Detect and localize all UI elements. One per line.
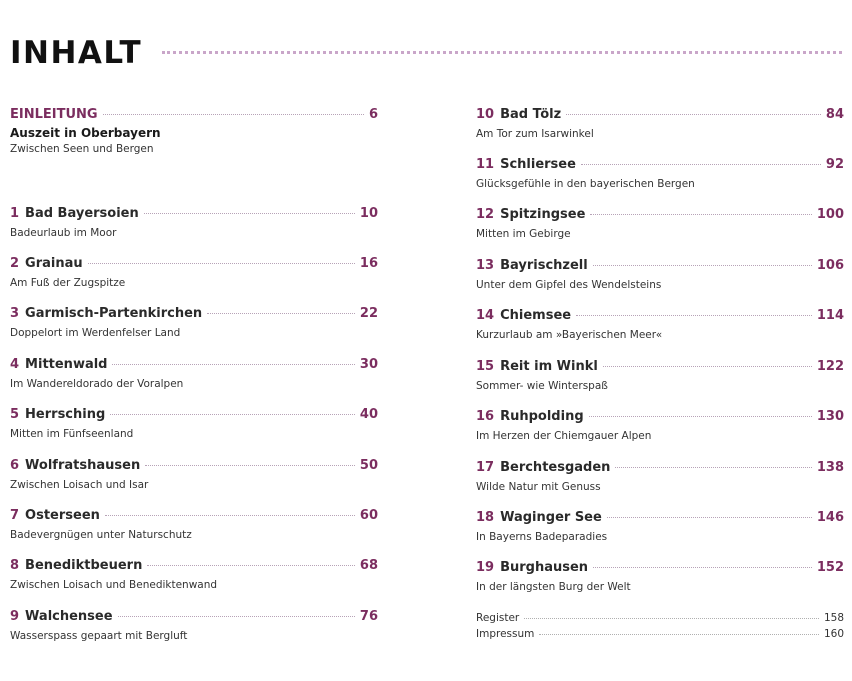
toc-entry[interactable] — [476, 106, 844, 141]
entry-name: Waginger See — [500, 510, 602, 525]
toc-entry[interactable] — [10, 608, 378, 643]
toc-entry[interactable] — [10, 356, 378, 391]
leader-dots — [105, 515, 355, 516]
entry-subtitle: Sommer- wie Winterspaß — [476, 380, 608, 392]
entry-name: Chiemsee — [500, 308, 572, 323]
appendix-label: Impressum — [476, 628, 535, 640]
toc-entry[interactable] — [476, 358, 844, 393]
page-number: 122 — [816, 359, 844, 374]
entry-number: 15 — [476, 359, 495, 374]
page-number: 152 — [816, 560, 844, 575]
entry-subtitle: Wasserspass gepaart mit Bergluft — [10, 630, 188, 642]
entry-number: 4 — [10, 357, 20, 372]
leader-dots — [615, 467, 811, 468]
entry-name: Mittenwald — [25, 357, 108, 372]
entry-name: Bad Tölz — [500, 107, 562, 122]
entry-subtitle: Wilde Natur mit Genuss — [476, 481, 601, 493]
intro-heading: Auszeit in Oberbayern — [10, 126, 161, 140]
entry-subtitle: Badeurlaub im Moor — [10, 227, 117, 239]
page-number: 6 — [368, 107, 378, 122]
entry-number: 3 — [10, 306, 20, 321]
page-number: 114 — [816, 308, 844, 323]
toc-entry[interactable] — [476, 206, 844, 241]
page-number: 22 — [359, 306, 378, 321]
toc-entry[interactable] — [476, 509, 844, 544]
page-number: 130 — [816, 409, 844, 424]
leader-dots — [590, 214, 811, 215]
page-number: 10 — [359, 206, 378, 221]
page-number: 76 — [359, 609, 378, 624]
leader-dots — [88, 263, 355, 264]
entry-subtitle: Am Fuß der Zugspitze — [10, 277, 126, 289]
entry-subtitle: Im Herzen der Chiemgauer Alpen — [476, 430, 652, 442]
entry-number: 16 — [476, 409, 495, 424]
page-number: 100 — [816, 207, 844, 222]
toc-intro-entry[interactable] — [10, 106, 378, 156]
entry-name: Garmisch-Partenkirchen — [25, 306, 203, 321]
page-number: 40 — [359, 407, 378, 422]
entry-number: 12 — [476, 207, 495, 222]
entry-number: 7 — [10, 508, 20, 523]
entry-number: 9 — [10, 609, 20, 624]
leader-dots — [539, 634, 819, 635]
appendix-register[interactable] — [476, 611, 844, 626]
entry-subtitle: Am Tor zum Isarwinkel — [476, 128, 594, 140]
entry-subtitle: Im Wandereldorado der Voralpen — [10, 378, 184, 390]
toc-entry[interactable] — [476, 559, 844, 594]
entry-subtitle: Unter dem Gipfel des Wendelsteins — [476, 279, 662, 291]
entry-name: Wolfratshausen — [25, 458, 141, 473]
toc-entry[interactable] — [476, 307, 844, 342]
entry-name: Bad Bayersoien — [25, 206, 139, 221]
page-title: INHALT — [10, 35, 143, 71]
toc-entry[interactable] — [476, 459, 844, 494]
entry-name: Burghausen — [500, 560, 589, 575]
entry-name: Schliersee — [500, 157, 576, 172]
page-number: 84 — [825, 107, 844, 122]
page-number: 92 — [825, 157, 844, 172]
entry-number: 13 — [476, 258, 495, 273]
leader-dots — [110, 414, 355, 415]
page-number: 106 — [816, 258, 844, 273]
entry-subtitle: Zwischen Loisach und Isar — [10, 479, 149, 491]
toc-entry[interactable] — [10, 507, 378, 542]
toc-entry[interactable] — [10, 406, 378, 441]
toc-entry[interactable] — [10, 305, 378, 340]
entry-number: 17 — [476, 460, 495, 475]
entry-name: Bayrischzell — [500, 258, 588, 273]
entry-name: Benediktbeuern — [25, 558, 143, 573]
toc-entry[interactable] — [10, 205, 378, 240]
leader-dots — [524, 618, 819, 619]
appendix-label: Register — [476, 612, 520, 624]
toc-entry[interactable] — [10, 557, 378, 592]
entry-name: Osterseen — [25, 508, 100, 523]
page-number: 146 — [816, 510, 844, 525]
page-number: 60 — [359, 508, 378, 523]
entry-name: Spitzingsee — [500, 207, 586, 222]
entry-number: 1 — [10, 206, 20, 221]
leader-dots — [581, 164, 821, 165]
page-number: 50 — [359, 458, 378, 473]
entry-number: 19 — [476, 560, 495, 575]
entry-number: 14 — [476, 308, 495, 323]
entry-subtitle: In Bayerns Badeparadies — [476, 531, 608, 543]
title-dotted-rule — [162, 51, 842, 54]
toc-entry[interactable] — [476, 156, 844, 191]
leader-dots — [607, 517, 812, 518]
toc-entry[interactable] — [476, 257, 844, 292]
entry-subtitle: Kurzurlaub am »Bayerischen Meer« — [476, 329, 663, 341]
leader-dots — [144, 213, 355, 214]
page-number: 68 — [359, 558, 378, 573]
leader-dots — [112, 364, 354, 365]
entry-number: 5 — [10, 407, 20, 422]
appendix-impressum[interactable] — [476, 627, 844, 642]
entry-subtitle: Glücksgefühle in den bayerischen Bergen — [476, 178, 695, 190]
entry-number: 8 — [10, 558, 20, 573]
entry-subtitle: Zwischen Loisach und Benediktenwand — [10, 579, 218, 591]
leader-dots — [593, 265, 812, 266]
intro-subtitle: Zwischen Seen und Bergen — [10, 143, 154, 155]
page-number: 160 — [823, 628, 844, 640]
entry-subtitle: Doppelort im Werdenfelser Land — [10, 327, 181, 339]
leader-dots — [603, 366, 812, 367]
toc-entry[interactable] — [10, 457, 378, 492]
entry-number: 10 — [476, 107, 495, 122]
entry-subtitle: Badevergnügen unter Naturschutz — [10, 529, 192, 541]
page-number: 16 — [359, 256, 378, 271]
intro-label: EINLEITUNG — [10, 107, 98, 122]
entry-number: 11 — [476, 157, 495, 172]
entry-number: 18 — [476, 510, 495, 525]
leader-dots — [566, 114, 821, 115]
entry-subtitle: Mitten im Fünfseenland — [10, 428, 134, 440]
entry-subtitle: In der längsten Burg der Welt — [476, 581, 631, 593]
page-number: 138 — [816, 460, 844, 475]
entry-name: Reit im Winkl — [500, 359, 598, 374]
page-number: 158 — [823, 612, 844, 624]
leader-dots — [207, 313, 355, 314]
page-number: 30 — [359, 357, 378, 372]
leader-dots — [593, 567, 812, 568]
entry-name: Berchtesgaden — [500, 460, 611, 475]
entry-number: 6 — [10, 458, 20, 473]
leader-dots — [118, 616, 355, 617]
leader-dots — [145, 465, 355, 466]
leader-dots — [147, 565, 355, 566]
toc-entry[interactable] — [476, 408, 844, 443]
entry-name: Ruhpolding — [500, 409, 584, 424]
entry-name: Walchensee — [25, 609, 113, 624]
leader-dots — [589, 416, 812, 417]
toc-entry[interactable] — [10, 255, 378, 290]
leader-dots — [103, 114, 364, 115]
leader-dots — [576, 315, 812, 316]
entry-subtitle: Mitten im Gebirge — [476, 228, 571, 240]
entry-number: 2 — [10, 256, 20, 271]
entry-name: Herrsching — [25, 407, 106, 422]
entry-name: Grainau — [25, 256, 83, 271]
